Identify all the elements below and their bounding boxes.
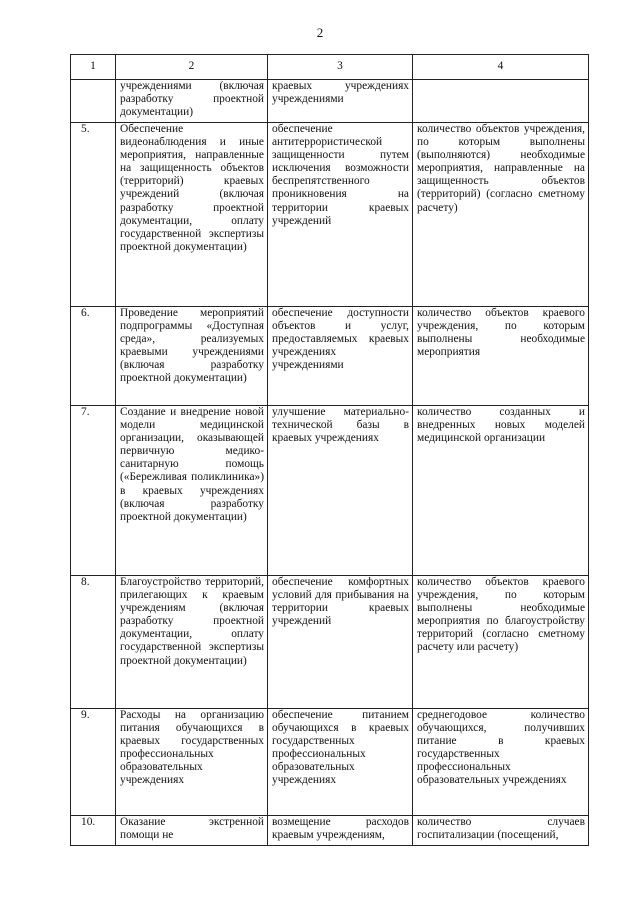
- measures-table: [70, 54, 589, 846]
- table-header-row: [71, 55, 589, 80]
- table-row-continuation: [71, 80, 589, 123]
- indicator-cell: количество созданных и внедренных новых моделей медицинской организации: [413, 406, 589, 576]
- goal-cell: возмещение расходов краевым учреждениям,: [268, 816, 413, 846]
- row-number: 5.: [71, 123, 116, 307]
- event-name-cell: Создание и внедрение новой модели медицинской организации, оказывающей первичную медико-санитарную помощь («Бережливая поликлиника») в краевых учреждениях (включая разработку проектной документации): [116, 406, 268, 576]
- header-cell-3: 3: [268, 55, 413, 80]
- indicator-cell: количество случаев госпитализации (посещений,: [413, 816, 589, 846]
- event-name-cell: Обеспечение видеонаблюдения и иные мероприятия, направленные на защищенность объектов (территорий) краевых учреждений (включая разработку проектной документации, оплату государственной экспертизы проектной документации): [116, 123, 268, 307]
- row-number: 8.: [71, 576, 116, 709]
- indicator-cell: количество объектов краевого учреждения, по которым выполнены необходимые мероприятия: [413, 307, 589, 406]
- table-row-9: [71, 709, 589, 816]
- event-name-cell: учреждениями (включая разработку проектной документации): [116, 80, 268, 123]
- indicator-cell: количество объектов краевого учреждения, по которым выполнены необходимые мероприятия по благоустройству территорий (согласно сметному расчету или расчету): [413, 576, 589, 709]
- header-cell-1: 1: [71, 55, 116, 80]
- event-name-cell: Оказание экстренной помощи не: [116, 816, 268, 846]
- indicator-cell: среднегодовое количество обучающихся, получивших питание в краевых государственных профессиональных образовательных учреждениях: [413, 709, 589, 816]
- goal-cell: краевых учреждениях учреждениями: [268, 80, 413, 123]
- header-cell-2: 2: [116, 55, 268, 80]
- table-row-10: [71, 816, 589, 846]
- goal-cell: обеспечение комфортных условий для прибывания на территории краевых учреждений: [268, 576, 413, 709]
- event-name-cell: Благоустройство территорий, прилегающих к краевым учреждениям (включая разработку проектной документации, оплату государственной экспертизы проектной документации): [116, 576, 268, 709]
- event-name-cell: Проведение мероприятий подпрограммы «Доступная среда», реализуемых краевыми учреждениями (включая разработку проектной документации): [116, 307, 268, 406]
- page-number: 2: [316, 25, 324, 40]
- goal-cell: обеспечение питанием обучающихся в краевых государственных профессиональных образовательных учреждениях: [268, 709, 413, 816]
- goal-cell: обеспечение доступности объектов и услуг, предоставляемых краевых учреждениях учреждениями: [268, 307, 413, 406]
- table-row-6: [71, 307, 589, 406]
- indicator-cell: количество объектов учреждения, по которым выполнены (выполняются) необходимые мероприятия, направленные на защищенность объектов (территорий) (согласно сметному расчету): [413, 123, 589, 307]
- table-row-5: [71, 123, 589, 307]
- header-cell-4: 4: [413, 55, 589, 80]
- goal-cell: обеспечение антитеррористической защищенности путем исключения возможности беспрепятственного проникновения на территории краевых учреждений: [268, 123, 413, 307]
- table-row-7: [71, 406, 589, 576]
- table-row-8: [71, 576, 589, 709]
- row-number: 6.: [71, 307, 116, 406]
- goal-cell: улучшение материально-технической базы в краевых учреждениях: [268, 406, 413, 576]
- row-number: 10.: [71, 816, 116, 846]
- event-name-cell: Расходы на организацию питания обучающихся в краевых государственных профессиональных образовательных учреждениях: [116, 709, 268, 816]
- row-number: [71, 80, 116, 123]
- row-number: 7.: [71, 406, 116, 576]
- row-number: 9.: [71, 709, 116, 816]
- indicator-cell: [413, 80, 589, 123]
